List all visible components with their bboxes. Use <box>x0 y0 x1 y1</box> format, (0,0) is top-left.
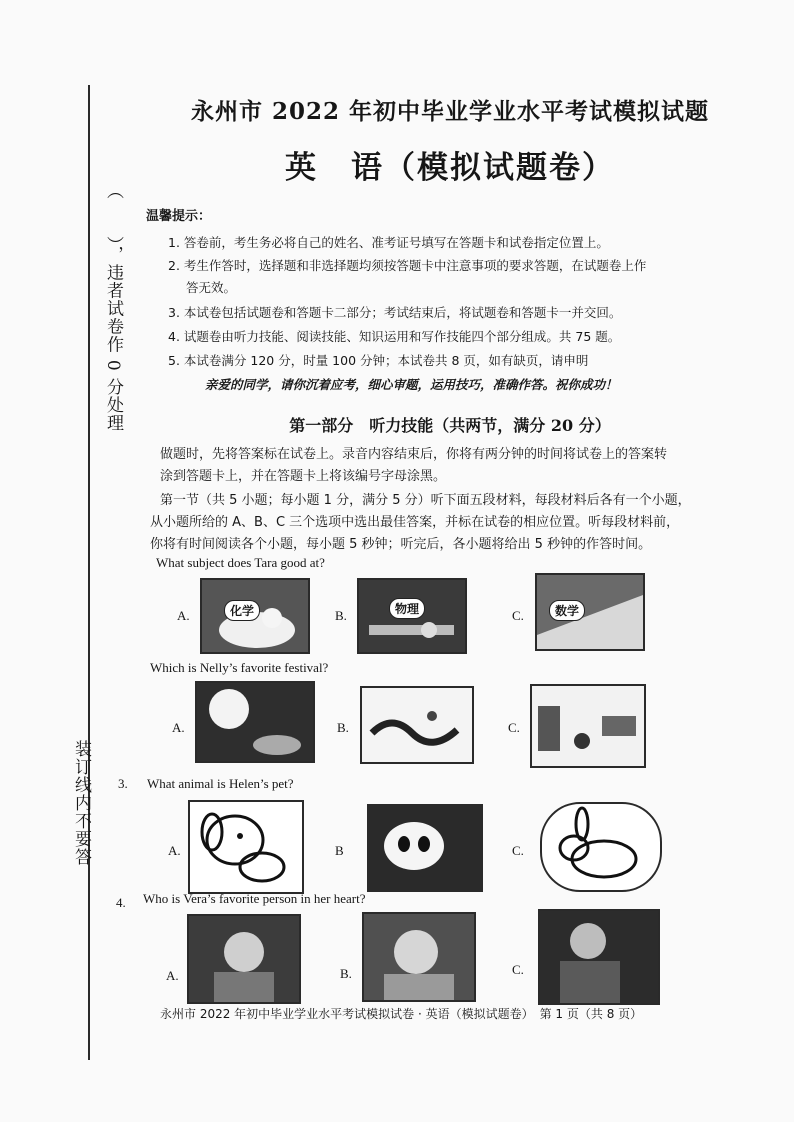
binding-margin-warning: （ ），违者试卷作 0 分处理 <box>103 182 123 433</box>
question-text: Who is Vera’s favorite person in her heart? <box>143 891 366 906</box>
portrait-a-picture <box>189 916 299 1002</box>
rabbit-picture <box>542 804 660 890</box>
chemistry-caption: 化学 <box>224 600 260 621</box>
option-image-dog <box>188 800 304 894</box>
section1-line: 从小题所给的 A、B、C 三个选项中选出最佳答案，并标在试卷的相应位置。听每段材料前， <box>150 515 680 530</box>
dog-picture <box>190 802 302 892</box>
notice-heading: 温馨提示： <box>146 209 212 224</box>
section1-line: 第一节（共 5 小题；每小题 1 分，满分 5 分）听下面五段材料，每段材料后各有一个小题， <box>160 493 691 508</box>
notice-item: 4. 试题卷由听力技能、阅读技能、知识运用和写作技能四个部分组成。共 75 题。 <box>168 329 621 344</box>
option-image-rabbit <box>540 802 662 892</box>
option-label: C. <box>512 608 524 623</box>
option-image-person-b <box>362 912 476 1002</box>
math-caption: 数学 <box>549 600 585 621</box>
notice-item: 3. 本试卷包括试题卷和答题卡二部分；考试结束后，将试题卷和答题卡一并交回。 <box>168 305 622 320</box>
section1-line: 你将有时间阅读各个小题，每小题 5 秒钟；听完后，各小题将给出 5 秒钟的作答时间。 <box>150 537 652 552</box>
exam-title: 永州市 2022 年初中毕业学业水平考试模拟试题 <box>190 98 710 125</box>
option-image-mid-autumn <box>195 681 315 763</box>
instruction-line: 涂到答题卡上，并在答题卡上将该编号字母涂黑。 <box>160 469 447 484</box>
notice-item: 2. 考生作答时，选择题和非选择题均须按答题卡中注意事项的要求答题，在试题卷上作 <box>168 258 647 273</box>
option-label: C. <box>508 720 520 735</box>
dragon-picture <box>362 688 472 762</box>
option-label: A. <box>177 608 190 623</box>
encouragement-text: 亲爱的同学，请你沉着应考，细心审题，运用技巧，准确作答。祝你成功！ <box>205 377 618 392</box>
panda-picture <box>369 806 481 890</box>
option-label: C. <box>512 962 524 977</box>
notice-item: 1. 答卷前，考生务必将自己的姓名、准考证号填写在答题卡和试卷指定位置上。 <box>168 235 609 250</box>
notice-item: 5. 本试卷满分 120 分，时量 100 分钟；本试卷共 8 页，如有缺页，请申明 <box>168 353 589 368</box>
subject-title: 英 语（模拟试题卷） <box>285 150 615 186</box>
question-text: What animal is Helen’s pet? <box>147 776 294 791</box>
portrait-b-picture <box>364 914 474 1000</box>
option-image-math <box>535 573 645 651</box>
option-label: B. <box>337 720 349 735</box>
option-label: B <box>335 843 344 858</box>
question-number: 3. <box>118 776 128 791</box>
option-image-chemistry <box>200 578 310 654</box>
option-label: A. <box>172 720 185 735</box>
option-image-person-c <box>538 909 660 1005</box>
binding-margin-note: 装订线内不要答 <box>71 740 91 866</box>
option-image-dragon-boat <box>360 686 474 764</box>
option-label: A. <box>166 968 179 983</box>
question-text: Which is Nelly’s favorite festival? <box>150 660 329 675</box>
option-label: C. <box>512 843 524 858</box>
page-footer: 永州市 2022 年初中毕业学业水平考试模拟试卷 · 英语（模拟试题卷） 第 1 页（共 8 页） <box>160 1007 643 1021</box>
instruction-line: 做题时，先将答案标在试卷上。录音内容结束后，你将有两分钟的时间将试卷上的答案转 <box>160 447 668 462</box>
option-label: A. <box>168 843 181 858</box>
festival-scene-picture <box>532 686 644 766</box>
moon-festival-picture <box>197 683 313 761</box>
option-image-spring-festival <box>530 684 646 768</box>
notice-item: 答无效。 <box>186 280 237 295</box>
option-label: B. <box>335 608 347 623</box>
physics-caption: 物理 <box>389 598 425 619</box>
option-label: B. <box>340 966 352 981</box>
portrait-c-picture <box>540 911 658 1003</box>
question-number: 4. <box>116 895 126 910</box>
option-image-physics <box>357 578 467 654</box>
option-image-panda <box>367 804 483 892</box>
part1-title: 第一部分 听力技能（共两节，满分 20 分） <box>289 416 611 435</box>
option-image-person-a <box>187 914 301 1004</box>
question-text: What subject does Tara good at? <box>156 555 325 570</box>
